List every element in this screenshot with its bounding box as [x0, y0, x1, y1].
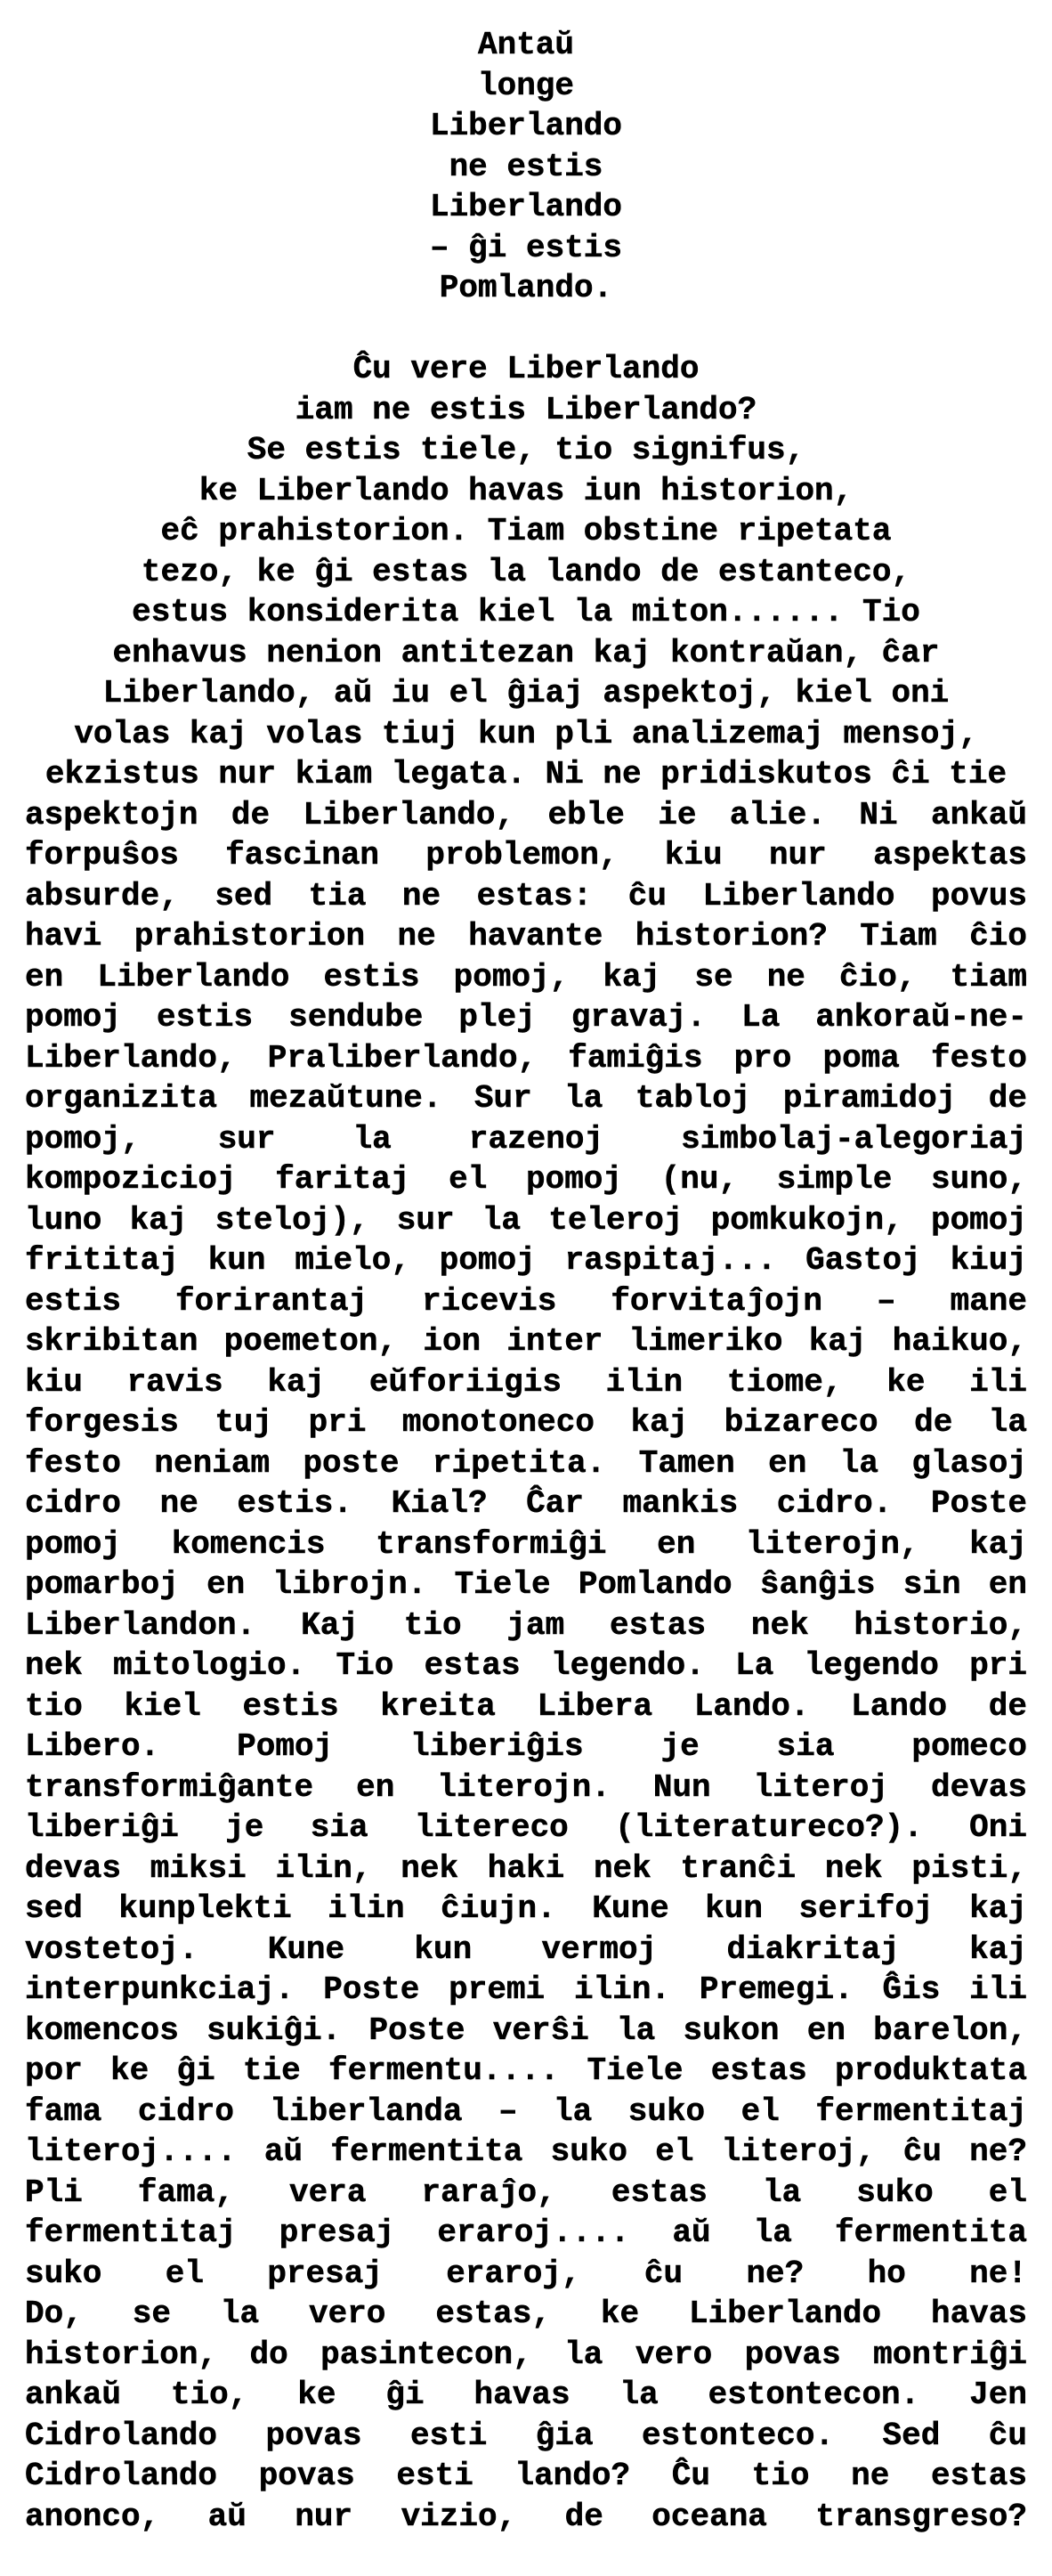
poem-line: pomoj komencis transformiĝi en literojn, kaj	[25, 1525, 1027, 1563]
poem-line: fama cidro liberlanda – la suko el fermentitaj	[25, 2092, 1027, 2130]
poem-line: tio kiel estis kreita Libera Lando. Lando de	[25, 1687, 1027, 1725]
poem-line: forgesis tuj pri monotoneco kaj bizareco de la	[25, 1404, 1027, 1441]
poem-line: estus konsiderita kiel la miton...... Tio	[132, 594, 920, 630]
poem-line: festo neniam poste ripetita. Tamen en la glasoj	[25, 1444, 1027, 1482]
poem-line: volas kaj volas tiuj kun pli analizemaj mensoj,	[74, 715, 978, 752]
poem-line: tezo, ke ĝi estas la lando de estanteco,	[141, 553, 911, 590]
poem-line: estis forirantaj ricevis forvitaĵojn – mane	[25, 1282, 1027, 1320]
poem-line: Liberlando	[429, 189, 623, 225]
poem-line: enhavus nenion antitezan kaj kontraŭan, ĉar	[112, 634, 940, 671]
poem-line: Pli fama, vera raraĵo, estas la suko el	[25, 2174, 1027, 2211]
poem-line: organizita mezaŭtune. Sur la tabloj piramidoj de	[25, 1080, 1027, 1117]
poem-line: fermentitaj presaj eraroj.... aŭ la fermentita	[25, 2214, 1027, 2251]
poem-line: historion, do pasintecon, la vero povas montriĝi	[25, 2336, 1027, 2373]
poem-line: luno kaj steloj), sur la teleroj pomkukojn, pomoj	[25, 1201, 1027, 1239]
poem-line: eĉ prahistorion. Tiam obstine ripetata	[160, 513, 892, 549]
poem-line: liberiĝi je sia litereco (literatureco?). Oni	[25, 1809, 1027, 1846]
poem-line: Liberlando	[429, 108, 623, 144]
poem-line: absurde, sed tia ne estas: ĉu Liberlando povus	[25, 877, 1027, 914]
poem-line: Cidrolando povas esti lando? Ĉu tio ne estas	[25, 2458, 1027, 2494]
poem-line: pomarboj en librojn. Tiele Pomlando ŝanĝis sin en	[25, 1566, 1027, 1603]
poem-line: pomoj, sur la razenoj simbolaj-alegoriaj	[25, 1120, 1027, 1158]
poem-line: aspektojn de Liberlando, eble ie alie. Ni ankaŭ	[25, 796, 1027, 833]
poem-line: sed kunplekti ilin ĉiujn. Kune kun serifoj kaj	[25, 1890, 1027, 1927]
poem-line: longe	[477, 67, 575, 104]
poem-block-section	[25, 795, 1027, 2538]
poem-line: Pomlando.	[439, 270, 613, 306]
poem-line: iam ne estis Liberlando?	[295, 391, 757, 428]
poem-line: ankaŭ tio, ke ĝi havas la estontecon. Jen	[25, 2377, 1027, 2413]
poem-line: kiu ravis kaj eŭforiigis ilin tiome, ke ili	[25, 1363, 1027, 1401]
poem-line: Se estis tiele, tio signifus,	[247, 432, 805, 468]
poem-line: frititaj kun mielo, pomoj raspitaj... Gastoj kiuj	[25, 1242, 1027, 1279]
poem-line: Libero. Pomoj liberiĝis je sia pomeco	[25, 1728, 1027, 1765]
poem-line: por ke ĝi tie fermentu.... Tiele estas produktata	[25, 2052, 1027, 2089]
poem-intro	[25, 25, 1027, 309]
poem-line: anonco, aŭ nur vizio, de oceana transgreso?	[25, 2498, 1027, 2535]
poem-line: ekzistus nur kiam legata. Ni ne pridiskutos ĉi tie	[45, 756, 1007, 792]
poem-line: Liberlandon. Kaj tio jam estas nek historio,	[25, 1606, 1027, 1644]
poem-line: Antaŭ	[477, 27, 575, 63]
poem-line: devas miksi ilin, nek haki nek tranĉi nek pisti,	[25, 1849, 1027, 1887]
poem-line: interpunkciaj. Poste premi ilin. Premegi. Ĝis ili	[25, 1971, 1027, 2008]
poem-line: – ĝi estis	[429, 229, 623, 266]
poem-line: forpuŝos fascinan problemon, kiu nur aspektas	[25, 837, 1027, 874]
poem-line: pomoj estis sendube plej gravaj. La ankoraŭ-ne-	[25, 999, 1027, 1036]
stanza-gap	[25, 309, 1027, 350]
poem-page	[25, 25, 1027, 2537]
poem-line: Cidrolando povas esti ĝia estonteco. Sed ĉu	[25, 2417, 1027, 2454]
poem-line: suko el presaj eraroj, ĉu ne? ho ne!	[25, 2255, 1027, 2292]
poem-line: Do, se la vero estas, ke Liberlando havas	[25, 2296, 1027, 2332]
poem-line: Ĉu vere Liberlando	[352, 351, 700, 387]
poem-line: komencos sukiĝi. Poste verŝi la sukon en barelon,	[25, 2011, 1027, 2049]
poem-line: nek mitologio. Tio estas legendo. La legendo pri	[25, 1647, 1027, 1684]
poem-line: Liberlando, Praliberlando, famiĝis pro poma festo	[25, 1039, 1027, 1077]
poem-line: skribitan poemeton, ion inter limeriko kaj haikuo,	[25, 1323, 1027, 1360]
poem-line: kompozicioj faritaj el pomoj (nu, simple suno,	[25, 1161, 1027, 1198]
poem-line: en Liberlando estis pomoj, kaj se ne ĉio, tiam	[25, 958, 1027, 995]
poem-line: havi prahistorion ne havante historion? Tiam ĉio	[25, 918, 1027, 955]
poem-line: transformiĝante en literojn. Nun literoj devas	[25, 1768, 1027, 1806]
poem-line: ne estis	[449, 148, 603, 185]
poem-line: literoj.... aŭ fermentita suko el literoj, ĉu ne?	[25, 2133, 1027, 2170]
poem-line: Liberlando, aŭ iu el ĝiaj aspektoj, kiel oni	[102, 675, 950, 711]
poem-tapered-section	[25, 349, 1027, 795]
poem-line: vostetoj. Kune kun vermoj diakritaj kaj	[25, 1930, 1027, 1968]
poem-line: ke Liberlando havas iun historion,	[198, 472, 854, 509]
poem-line: cidro ne estis. Kial? Ĉar mankis cidro. Poste	[25, 1485, 1027, 1522]
